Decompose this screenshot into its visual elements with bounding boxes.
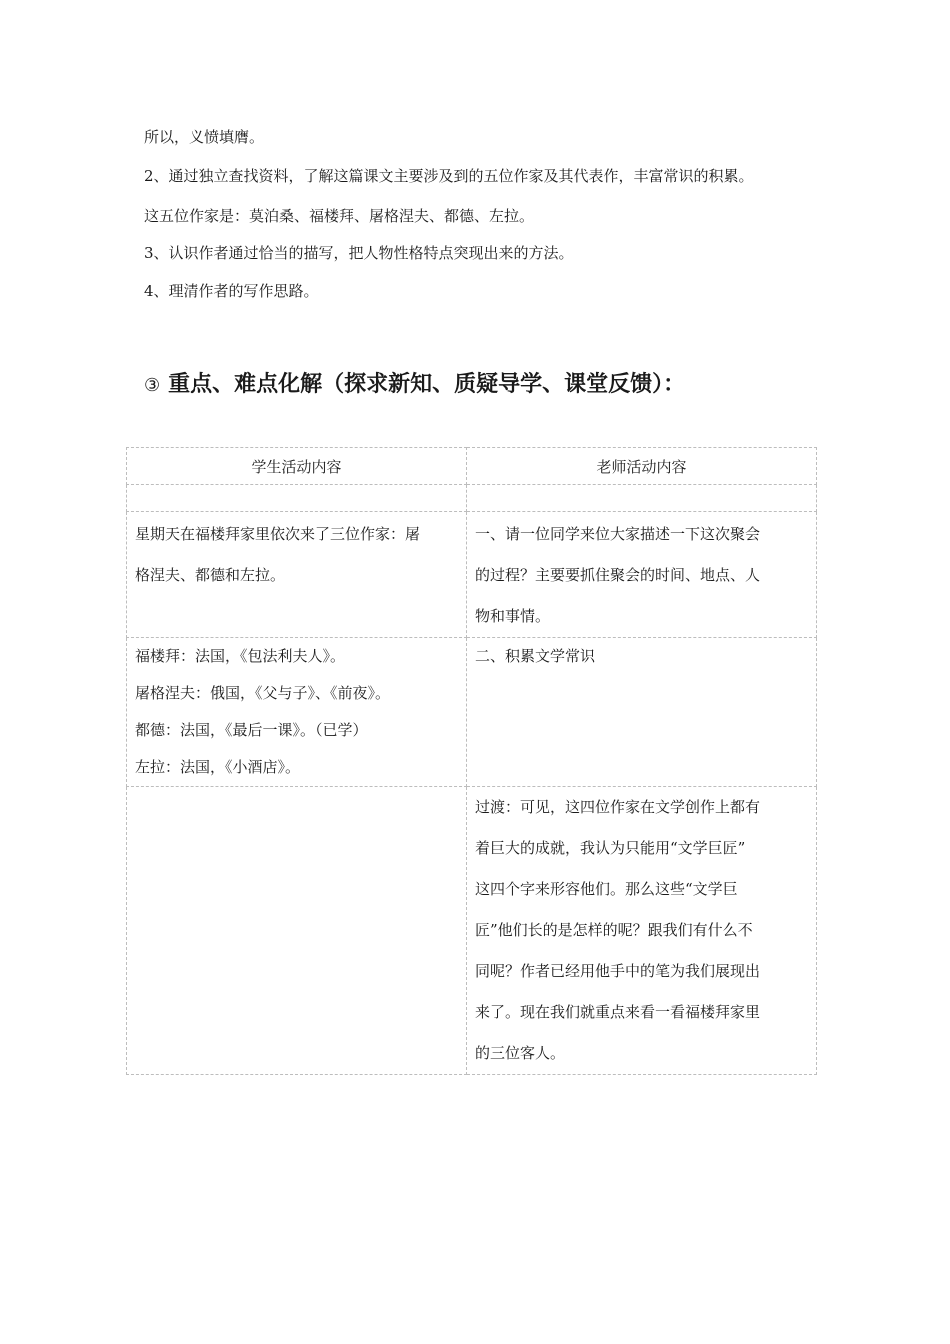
cell-line: 着巨大的成就，我认为只能用“文学巨匠” [475,839,746,857]
table-row-empty [127,485,817,512]
table-row [127,638,817,787]
teacher-cell [467,638,817,787]
authors-list: 这五位作家是：莫泊桑、福楼拜、屠格涅夫、都德、左拉。 [144,207,535,225]
cell-line: 二、积累文学常识 [475,647,596,665]
section-heading [144,369,685,402]
goal-item-2: 2、通过独立查找资料，了解这篇课文主要涉及到的五位作家及其代表作，丰富常识的积累。 [144,167,754,185]
cell-line: 这四个字来形容他们。那么这些“文学巨 [475,880,738,898]
cell-line: 都德：法国，《最后一课》。（已学） [135,721,368,739]
cell-line: 的过程？主要要抓住聚会的时间、地点、人 [475,566,761,584]
cell-line: 同呢？作者已经用他手中的笔为我们展现出 [475,962,761,980]
cell-line: 过渡：可见，这四位作家在文学创作上都有 [475,798,761,816]
section-title: 重点、难点化解（探求新知、质疑导学、课堂反馈）： [168,372,686,397]
header-teacher-activity: 老师活动内容 [467,448,817,485]
cell-line: 物和事情。 [475,607,551,625]
cell-line: 星期天在福楼拜家里依次来了三位作家：屠 [135,525,421,543]
cell-line: 的三位客人。 [475,1044,566,1062]
table-row [127,512,817,638]
header-student-activity: 学生活动内容 [127,448,467,485]
cell-line: 屠格涅夫：俄国，《父与子》、《前夜》。 [135,684,391,702]
table-cell [127,485,467,512]
student-cell [127,512,467,638]
section-number: ③ [144,375,161,396]
student-cell [127,787,467,1075]
student-cell [127,638,467,787]
cell-line: 一、请一位同学来位大家描述一下这次聚会 [475,525,761,543]
teacher-cell [467,787,817,1075]
goal-item-4: 4、理清作者的写作思路。 [144,282,319,300]
cell-line: 匠”他们长的是怎样的呢？跟我们有什么不 [475,921,753,939]
cell-line: 格涅夫、都德和左拉。 [135,566,286,584]
table-cell [467,485,817,512]
paragraph-conclusion: 所以，义愤填膺。 [144,128,265,146]
goal-item-3: 3、认识作者通过恰当的描写，把人物性格特点突现出来的方法。 [144,244,574,262]
cell-line: 福楼拜：法国，《包法利夫人》。 [135,647,346,665]
cell-line: 来了。现在我们就重点来看一看福楼拜家里 [475,1003,761,1021]
activity-table [126,447,817,1075]
table-row [127,787,817,1075]
table-header-row [127,448,817,485]
cell-line: 左拉：法国，《小酒店》。 [135,758,301,776]
teacher-cell [467,512,817,638]
